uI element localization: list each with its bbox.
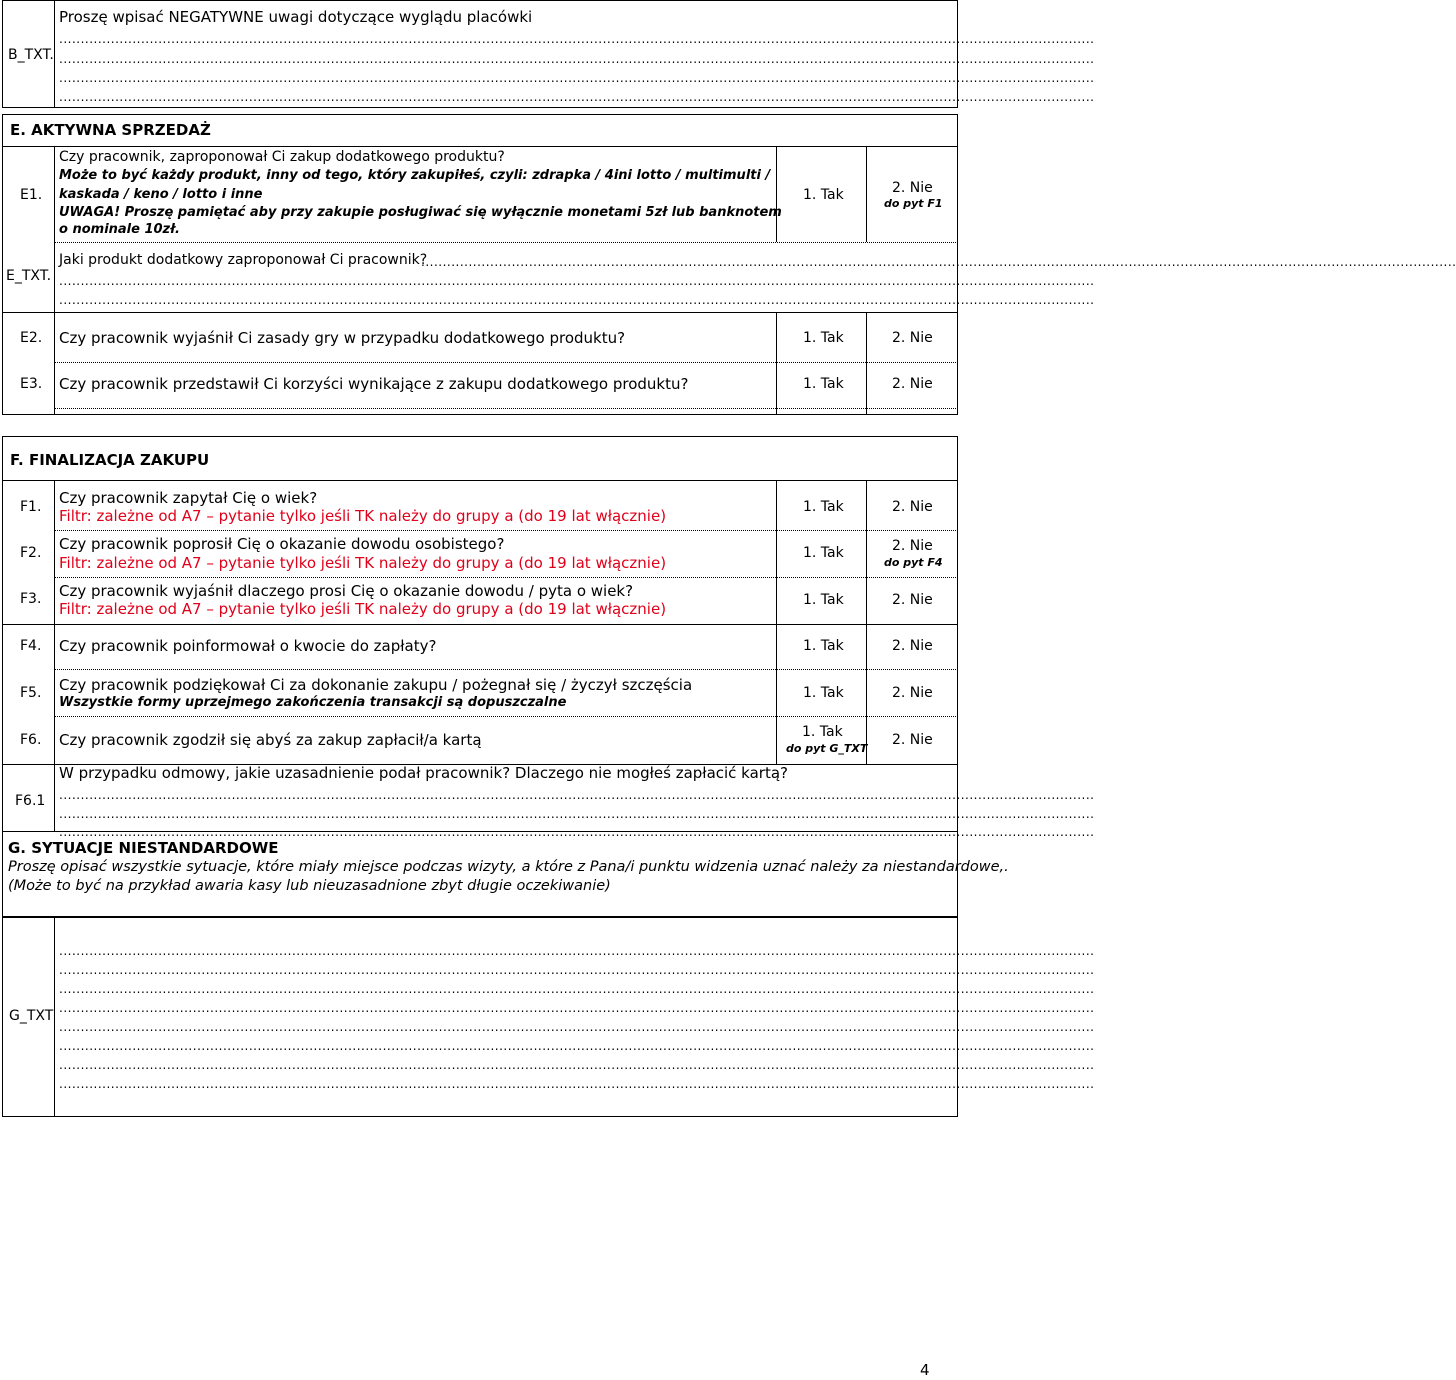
page-number: 4 [920,1361,930,1379]
f2-option-yes[interactable]: 1. Tak [803,545,844,561]
section-g-instruction: Proszę opisać wszystkie sytuacje, które miały miejsce podczas wizyty, a które z Pana/i punktu widzenia uznać należy za niestandardowe,. [8,859,1009,875]
e1-option-no[interactable]: 2. Nie [892,180,933,196]
e2-number: E2. [20,330,43,346]
e1-note-line-1: Może to być każdy produkt, inny od tego, który zakupiłeś, czyli: zdrapka / 4ini lotto / multimulti / [59,168,771,183]
gtxt-answer-line-6[interactable]: ................................................................................................................................................................................................................................................ [59,1039,1095,1053]
btxt-answer-line-1[interactable]: ................................................................................................................................................................................................................................................ [59,32,1095,46]
f1-option-yes[interactable]: 1. Tak [803,499,844,515]
gtxt-answer-line-7[interactable]: ................................................................................................................................................................................................................................................ [59,1058,1095,1072]
section-g-example: (Może to być na przykład awaria kasy lub nieuzasadnione zbyt długie oczekiwanie) [8,878,611,894]
e1-note-line-4: o nominale 10zł. [59,222,180,237]
gtxt-answer-line-1[interactable]: ................................................................................................................................................................................................................................................ [59,944,1095,958]
btxt-answer-line-3[interactable]: ................................................................................................................................................................................................................................................ [59,71,1095,85]
f5-number: F5. [20,685,42,701]
f1-question: Czy pracownik zapytał Cię o wiek? [59,489,318,507]
f6-option-yes[interactable]: 1. Tak [802,724,843,740]
e1-option-yes[interactable]: 1. Tak [803,187,844,203]
e1-note-line-3: UWAGA! Proszę pamiętać aby przy zakupie posługiwać się wyłącznie monetami 5zł lub banknotem [59,205,782,220]
etxt-answer-line-1[interactable]: ................................................................................................................................................................................................................................................ [421,255,1456,269]
gtxt-answer-line-8[interactable]: ................................................................................................................................................................................................................................................ [59,1077,1095,1091]
f1-filter: Filtr: zależne od A7 – pytanie tylko jeśli TK należy do grupy a (do 19 lat włącznie) [59,507,667,525]
section-e-title: E. AKTYWNA SPRZEDAŻ [10,121,211,139]
f2-question: Czy pracownik poprosił Cię o okazanie dowodu osobistego? [59,535,505,553]
e1-note-line-2: kaskada / keno / lotto i inne [59,187,263,202]
gtxt-answer-line-5[interactable]: ................................................................................................................................................................................................................................................ [59,1020,1095,1034]
e3-number: E3. [20,376,43,392]
e1-question: Czy pracownik, zaproponował Ci zakup dodatkowego produktu? [59,149,505,165]
btxt-label: B_TXT. [8,47,54,63]
e1-number: E1. [20,187,43,203]
f3-option-yes[interactable]: 1. Tak [803,592,844,608]
f5-option-no[interactable]: 2. Nie [892,685,933,701]
btxt-answer-line-2[interactable]: ................................................................................................................................................................................................................................................ [59,52,1095,66]
f6-option-no[interactable]: 2. Nie [892,732,933,748]
etxt-question: Jaki produkt dodatkowy zaproponował Ci pracownik? [59,252,428,268]
e1-skip-note: do pyt F1 [884,197,943,210]
f4-option-yes[interactable]: 1. Tak [803,638,844,654]
f3-number: F3. [20,591,42,607]
f4-number: F4. [20,638,42,654]
f2-option-no[interactable]: 2. Nie [892,538,933,554]
e2-option-yes[interactable]: 1. Tak [803,330,844,346]
etxt-label: E_TXT. [6,268,52,284]
e3-question: Czy pracownik przedstawił Ci korzyści wynikające z zakupu dodatkowego produktu? [59,375,689,393]
f61-answer-line-2[interactable]: ................................................................................................................................................................................................................................................ [59,807,1095,821]
f3-filter: Filtr: zależne od A7 – pytanie tylko jeśli TK należy do grupy a (do 19 lat włącznie) [59,600,667,618]
f2-skip-note: do pyt F4 [884,556,943,569]
e2-option-no[interactable]: 2. Nie [892,330,933,346]
f61-question: W przypadku odmowy, jakie uzasadnienie podał pracownik? Dlaczego nie mogłeś zapłacić kartą? [59,764,789,782]
f2-number: F2. [20,545,42,561]
etxt-answer-line-3[interactable]: ................................................................................................................................................................................................................................................ [59,293,1095,307]
f3-question: Czy pracownik wyjaśnił dlaczego prosi Cię o okazanie dowodu / pyta o wiek? [59,582,634,600]
gtxt-answer-line-2[interactable]: ................................................................................................................................................................................................................................................ [59,963,1095,977]
f61-answer-line-1[interactable]: ................................................................................................................................................................................................................................................ [59,788,1095,802]
f4-question: Czy pracownik poinformował o kwocie do zapłaty? [59,637,437,655]
f2-filter: Filtr: zależne od A7 – pytanie tylko jeśli TK należy do grupy a (do 19 lat włącznie) [59,554,667,572]
f5-option-yes[interactable]: 1. Tak [803,685,844,701]
f1-option-no[interactable]: 2. Nie [892,499,933,515]
gtxt-answer-line-4[interactable]: ................................................................................................................................................................................................................................................ [59,1001,1095,1015]
f61-answer-line-3[interactable]: ................................................................................................................................................................................................................................................ [59,825,1095,839]
f5-note: Wszystkie formy uprzejmego zakończenia transakcji są dopuszczalne [59,695,567,710]
gtxt-answer-line-3[interactable]: ................................................................................................................................................................................................................................................ [59,982,1095,996]
e3-option-no[interactable]: 2. Nie [892,376,933,392]
f4-option-no[interactable]: 2. Nie [892,638,933,654]
f6-skip-note: do pyt G_TXT [786,742,868,755]
btxt-prompt: Proszę wpisać NEGATYWNE uwagi dotyczące wyglądu placówki [59,8,533,26]
section-f-title: F. FINALIZACJA ZAKUPU [10,451,210,469]
f3-option-no[interactable]: 2. Nie [892,592,933,608]
f1-number: F1. [20,499,42,515]
gtxt-label: G_TXT [9,1008,54,1024]
f61-number: F6.1 [15,793,46,809]
f6-number: F6. [20,732,42,748]
e2-question: Czy pracownik wyjaśnił Ci zasady gry w przypadku dodatkowego produktu? [59,329,626,347]
btxt-answer-line-4[interactable]: ................................................................................................................................................................................................................................................ [59,90,1095,104]
etxt-answer-line-2[interactable]: ................................................................................................................................................................................................................................................ [59,274,1095,288]
e3-option-yes[interactable]: 1. Tak [803,376,844,392]
section-g-title: G. SYTUACJE NIESTANDARDOWE [8,839,279,857]
f5-question: Czy pracownik podziękował Ci za dokonanie zakupu / pożegnał się / życzył szczęścia [59,676,693,694]
f6-question: Czy pracownik zgodził się abyś za zakup zapłacił/a kartą [59,731,482,749]
